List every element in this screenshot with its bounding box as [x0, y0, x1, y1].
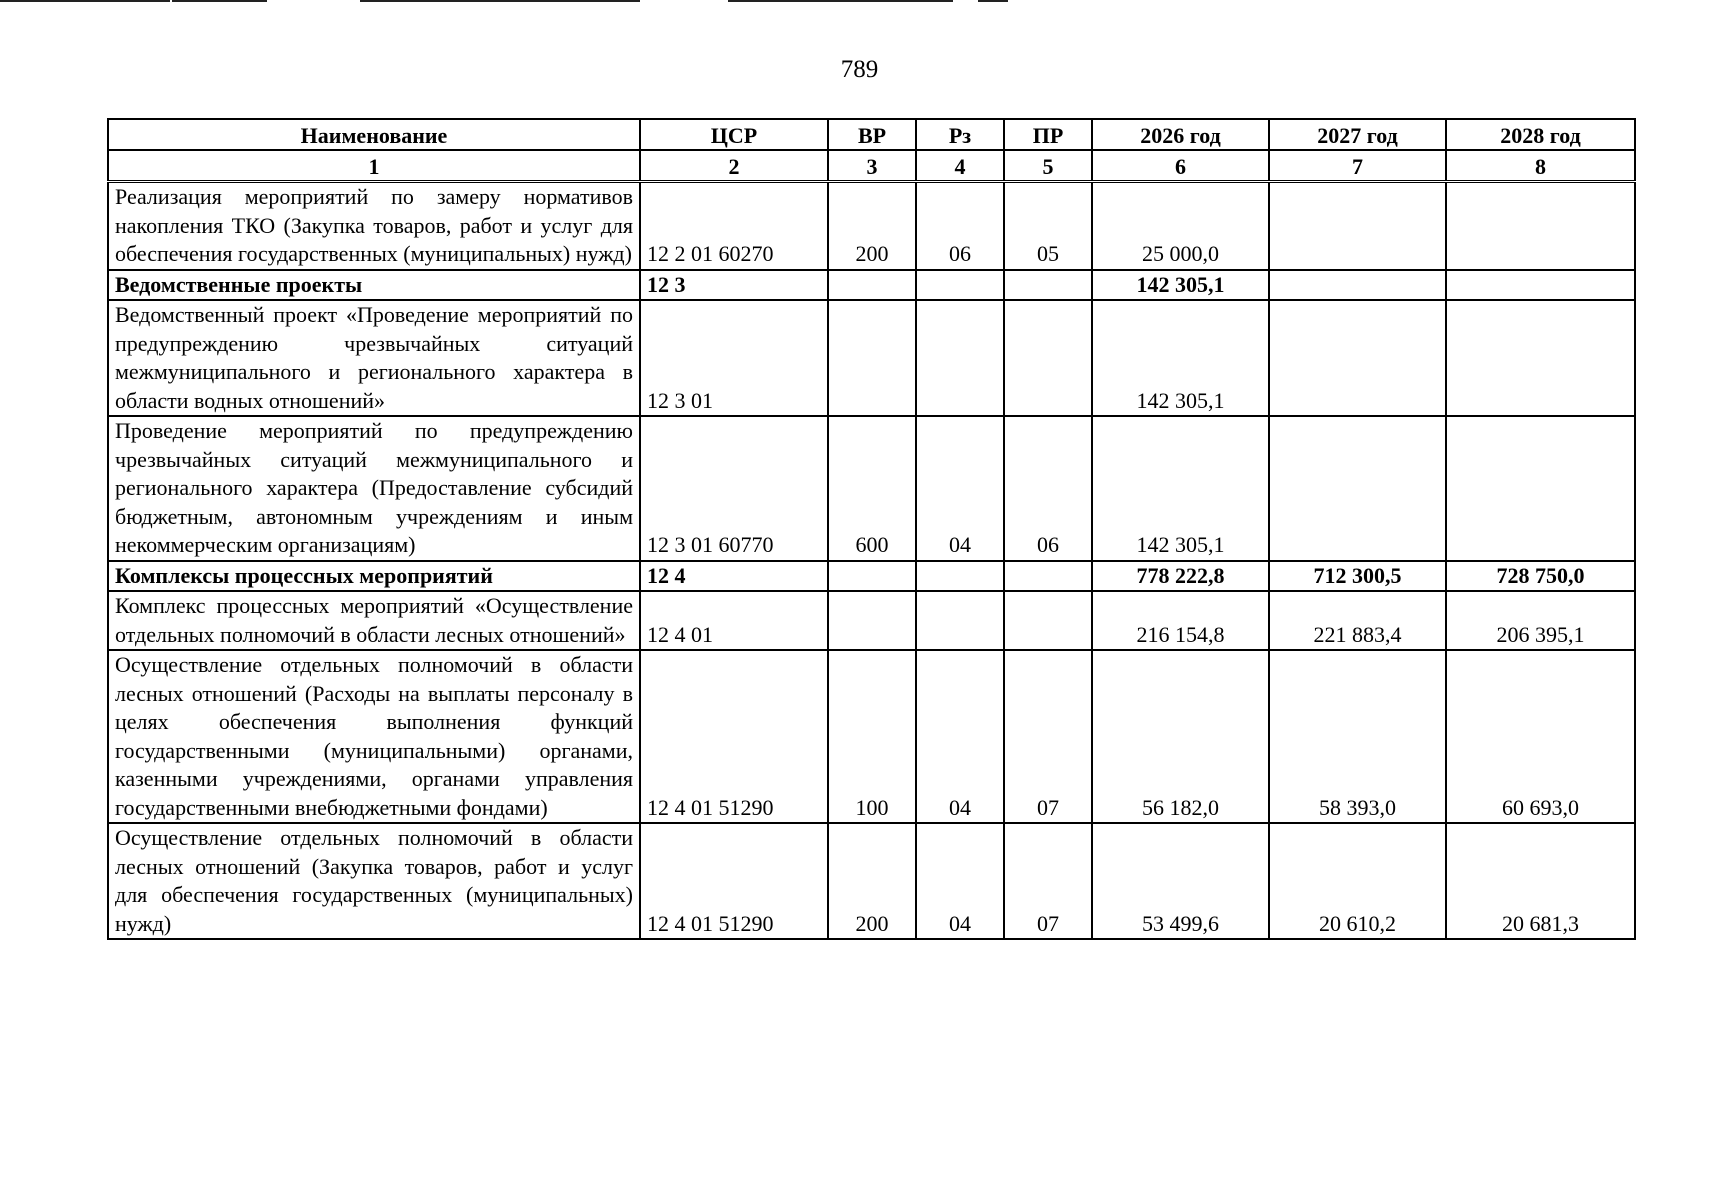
row-csr: 12 4 01: [640, 591, 828, 650]
column-number-row: [108, 150, 1635, 182]
row-pr: 07: [1004, 823, 1092, 939]
row-rz: 04: [916, 416, 1004, 561]
column-number: 4: [916, 150, 1004, 182]
row-name: Осуществление отдельных полномочий в области лесных отношений (Закупка товаров, работ и услуг для обеспечения государственных (муниципальных) нужд): [108, 823, 640, 939]
row-amount-2028: 20 681,3: [1446, 823, 1635, 939]
row-amount-2027: 58 393,0: [1269, 650, 1446, 823]
table-row: [108, 182, 1635, 270]
row-amount-2028: 206 395,1: [1446, 591, 1635, 650]
row-rz: 06: [916, 182, 1004, 270]
row-amount-2027: [1269, 270, 1446, 301]
row-amount-2026: 142 305,1: [1092, 270, 1269, 301]
row-rz: [916, 561, 1004, 592]
table-row-section: [108, 270, 1635, 301]
row-vr: 200: [828, 823, 916, 939]
table-row: [108, 416, 1635, 561]
scan-artifact-line: [978, 0, 1008, 2]
row-csr: 12 4 01 51290: [640, 650, 828, 823]
row-csr: 12 3: [640, 270, 828, 301]
row-amount-2026: 56 182,0: [1092, 650, 1269, 823]
row-csr: 12 2 01 60270: [640, 182, 828, 270]
row-amount-2027: 20 610,2: [1269, 823, 1446, 939]
row-name: Ведомственные проекты: [108, 270, 640, 301]
column-header: ЦСР: [640, 119, 828, 150]
row-rz: [916, 300, 1004, 416]
row-amount-2027: 712 300,5: [1269, 561, 1446, 592]
table-row: [108, 650, 1635, 823]
row-amount-2026: 216 154,8: [1092, 591, 1269, 650]
row-name: Комплекс процессных мероприятий «Осуществление отдельных полномочий в области лесных отношений»: [108, 591, 640, 650]
table-row: [108, 300, 1635, 416]
row-amount-2026: 25 000,0: [1092, 182, 1269, 270]
row-vr: [828, 270, 916, 301]
row-amount-2027: 221 883,4: [1269, 591, 1446, 650]
row-rz: [916, 270, 1004, 301]
row-amount-2028: [1446, 270, 1635, 301]
row-amount-2028: 60 693,0: [1446, 650, 1635, 823]
row-rz: [916, 591, 1004, 650]
row-csr: 12 3 01: [640, 300, 828, 416]
column-header: Рз: [916, 119, 1004, 150]
row-pr: [1004, 270, 1092, 301]
row-csr: 12 4: [640, 561, 828, 592]
row-pr: [1004, 300, 1092, 416]
column-header: Наименование: [108, 119, 640, 150]
table-row: [108, 591, 1635, 650]
row-amount-2028: [1446, 416, 1635, 561]
row-pr: [1004, 591, 1092, 650]
row-pr: 07: [1004, 650, 1092, 823]
row-vr: [828, 591, 916, 650]
row-amount-2026: 142 305,1: [1092, 300, 1269, 416]
scan-artifact-line: [728, 0, 953, 2]
column-number: 3: [828, 150, 916, 182]
budget-table: [107, 118, 1636, 940]
column-header: ПР: [1004, 119, 1092, 150]
row-amount-2026: 53 499,6: [1092, 823, 1269, 939]
scan-artifact-line: [360, 0, 640, 2]
row-rz: 04: [916, 650, 1004, 823]
row-pr: 05: [1004, 182, 1092, 270]
row-vr: 100: [828, 650, 916, 823]
row-name: Проведение мероприятий по предупреждению чрезвычайных ситуаций межмуниципального и регионального характера (Предоставление субсидий бюджетным, автономным учреждениям и иным некоммерческим организациям): [108, 416, 640, 561]
row-amount-2028: [1446, 300, 1635, 416]
row-amount-2026: 778 222,8: [1092, 561, 1269, 592]
row-amount-2028: 728 750,0: [1446, 561, 1635, 592]
row-vr: 200: [828, 182, 916, 270]
row-amount-2027: [1269, 182, 1446, 270]
header-row: [108, 119, 1635, 150]
column-header: 2027 год: [1269, 119, 1446, 150]
page-number: 789: [840, 56, 879, 83]
row-rz: 04: [916, 823, 1004, 939]
row-amount-2026: 142 305,1: [1092, 416, 1269, 561]
column-header: ВР: [828, 119, 916, 150]
row-name: Ведомственный проект «Проведение мероприятий по предупреждению чрезвычайных ситуаций межмуниципального и регионального характера в области водных отношений»: [108, 300, 640, 416]
row-csr: 12 4 01 51290: [640, 823, 828, 939]
row-pr: [1004, 561, 1092, 592]
column-number: 7: [1269, 150, 1446, 182]
row-name: Реализация мероприятий по замеру нормативов накопления ТКО (Закупка товаров, работ и услуг для обеспечения государственных (муниципальных) нужд): [108, 182, 640, 270]
column-number: 1: [108, 150, 640, 182]
row-amount-2028: [1446, 182, 1635, 270]
row-vr: [828, 300, 916, 416]
row-vr: 600: [828, 416, 916, 561]
column-number: 8: [1446, 150, 1635, 182]
scan-artifact-line: [172, 0, 267, 2]
column-number: 2: [640, 150, 828, 182]
row-name: Комплексы процессных мероприятий: [108, 561, 640, 592]
column-number: 5: [1004, 150, 1092, 182]
row-amount-2027: [1269, 300, 1446, 416]
table-row: [108, 823, 1635, 939]
row-vr: [828, 561, 916, 592]
row-pr: 06: [1004, 416, 1092, 561]
row-amount-2027: [1269, 416, 1446, 561]
column-header: 2028 год: [1446, 119, 1635, 150]
column-header: 2026 год: [1092, 119, 1269, 150]
row-csr: 12 3 01 60770: [640, 416, 828, 561]
table-row-section: [108, 561, 1635, 592]
row-name: Осуществление отдельных полномочий в области лесных отношений (Расходы на выплаты персоналу в целях обеспечения выполнения функций государственными (муниципальными) органами, казенными учреждениями, органами управления государственными внебюджетными фондами): [108, 650, 640, 823]
column-number: 6: [1092, 150, 1269, 182]
scan-artifact-line: [0, 0, 170, 2]
